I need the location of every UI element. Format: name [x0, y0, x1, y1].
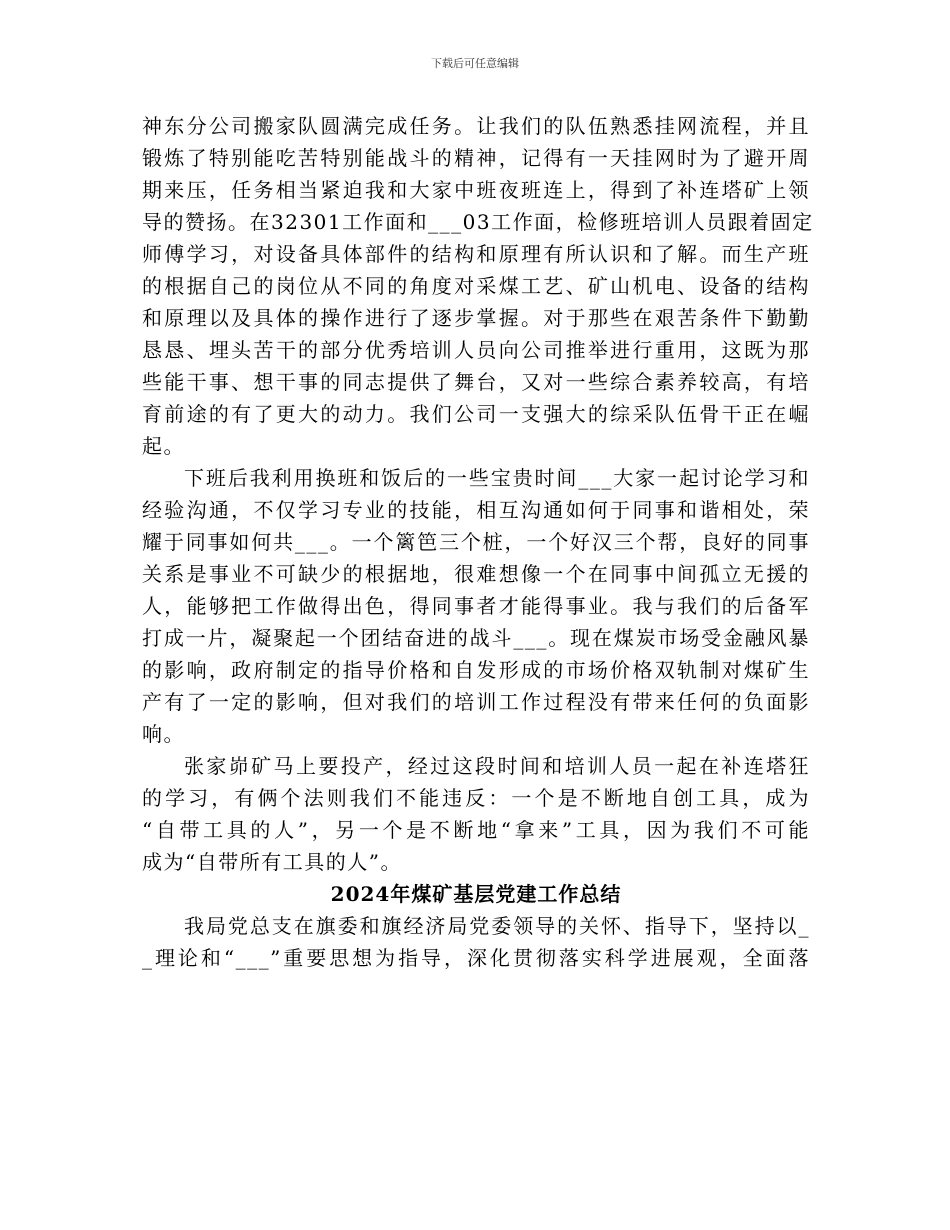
- text-line: 育前途的有了更大的动力。我们公司一支强大的综采队伍骨干正在崛: [142, 402, 810, 426]
- text-line: 下班后我利用换班和饭后的一些宝贵时间___大家一起讨论学习和: [184, 466, 810, 490]
- text-line: 关系是事业不可缺少的根据地，很难想像一个在同事中间孤立无援的: [142, 562, 810, 586]
- text-line: 经验沟通，不仅学习专业的技能，相互沟通如何于同事和谐相处，荣: [142, 498, 810, 522]
- text-line: 些能干事、想干事的同志提供了舞台，又对一些综合素养较高，有培: [142, 370, 810, 394]
- text-line: _理论和“___”重要思想为指导，深化贯彻落实科学进展观，全面落: [142, 946, 810, 970]
- page-header: 下载后可任意编辑: [431, 57, 519, 70]
- text-line: 的根据自己的岗位从不同的角度对采煤工艺、矿山机电、设备的结构: [142, 274, 810, 298]
- text-line: 的影响，政府制定的指导价格和自发形成的市场价格双轨制对煤矿生: [142, 658, 810, 682]
- section-title: 2024年煤矿基层党建工作总结: [330, 882, 622, 906]
- text-line: 打成一片，凝聚起一个团结奋进的战斗___。现在煤炭市场受金融风暴: [142, 626, 810, 650]
- document-body: [142, 110, 814, 974]
- text-line: 产有了一定的影响，但对我们的培训工作过程没有带来任何的负面影: [142, 690, 810, 714]
- text-line: 和原理以及具体的操作进行了逐步掌握。对于那些在艰苦条件下勤勤: [142, 306, 810, 330]
- text-line: “自带工具的人”，另一个是不断地“拿来”工具，因为我们不可能: [142, 818, 810, 842]
- text-line: 神东分公司搬家队圆满完成任务。让我们的队伍熟悉挂网流程，并且: [142, 114, 810, 138]
- text-line: 耀于同事如何共___。一个篱笆三个桩，一个好汉三个帮，良好的同事: [142, 530, 810, 554]
- text-line: 起。: [142, 434, 185, 458]
- text-line: 锻炼了特别能吃苦特别能战斗的精神，记得有一天挂网时为了避开周: [142, 146, 810, 170]
- text-line: 我局党总支在旗委和旗经济局党委领导的关怀、指导下，坚持以_: [184, 914, 810, 938]
- text-line: 张家峁矿马上要投产，经过这段时间和培训人员一起在补连塔狂: [184, 754, 810, 778]
- text-line: 师傅学习，对设备具体部件的结构和原理有所认识和了解。而生产班: [142, 242, 810, 266]
- text-line: 人，能够把工作做得出色，得同事者才能得事业。我与我们的后备军: [142, 594, 810, 618]
- text-line: 响。: [142, 722, 185, 746]
- text-line: 的学习，有俩个法则我们不能违反：一个是不断地自创工具，成为: [142, 786, 810, 810]
- text-line: 成为“自带所有工具的人”。: [142, 850, 402, 874]
- text-line: 恳恳、埋头苦干的部分优秀培训人员向公司推举进行重用，这既为那: [142, 338, 810, 362]
- text-line: 导的赞扬。在32301工作面和___03工作面，检修班培训人员跟着固定: [142, 210, 814, 234]
- text-line: 期来压，任务相当紧迫我和大家中班夜班连上，得到了补连塔矿上领: [142, 178, 810, 202]
